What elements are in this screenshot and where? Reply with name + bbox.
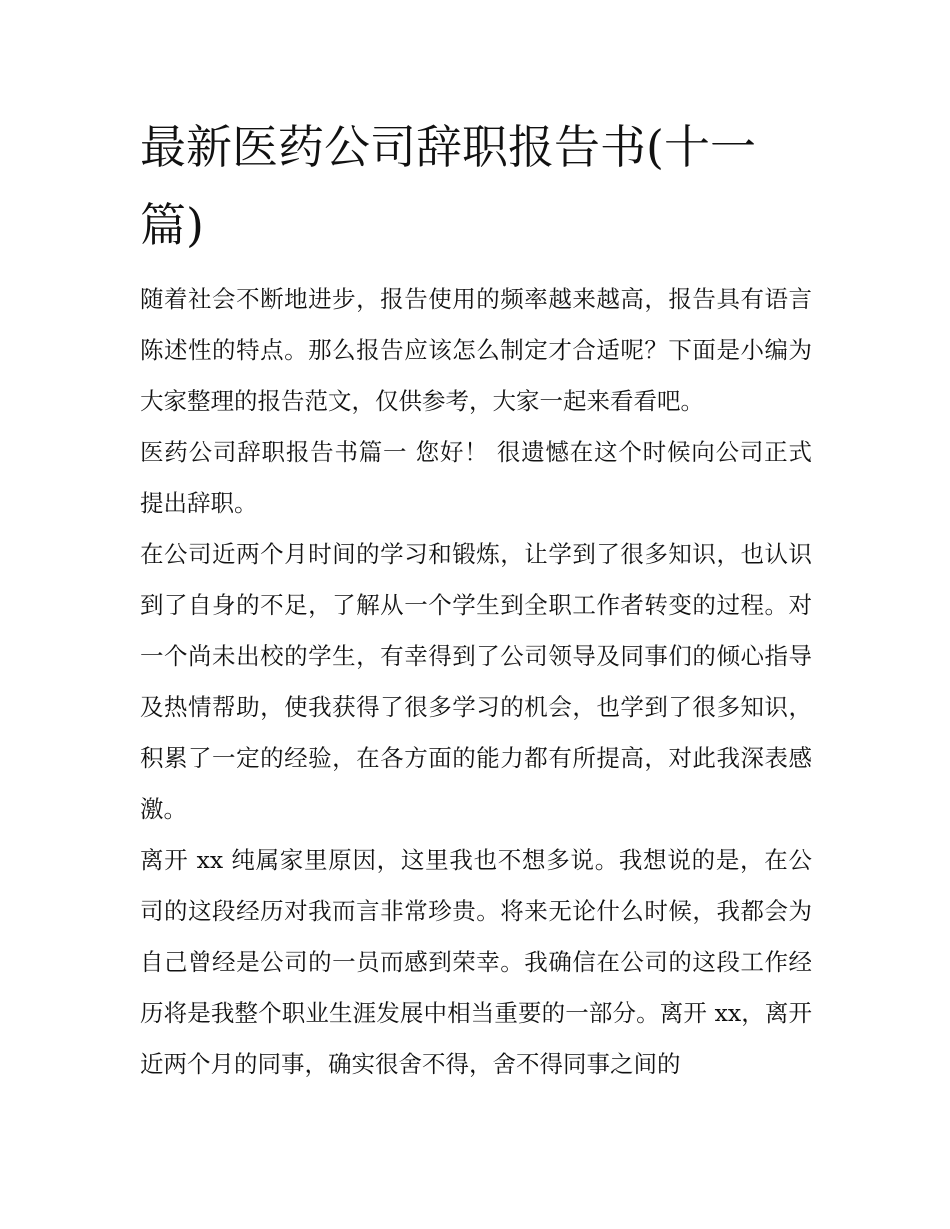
document-body xyxy=(140,108,812,1090)
page-title: 最新医药公司辞职报告书(十一篇) xyxy=(140,120,756,252)
paragraph-letter-opening: 医药公司辞职报告书篇一 您好！ 很遗憾在这个时候向公司正式提出辞职。 xyxy=(140,438,812,517)
paragraph-intro: 随着社会不断地进步，报告使用的频率越来越高，报告具有语言陈述性的特点。那么报告应该怎么制定才合适呢？下面是小编为大家整理的报告范文，仅供参考，大家一起来看看吧。 xyxy=(140,285,812,415)
paragraph-reason: 离开 xx 纯属家里原因，这里我也不想多说。我想说的是，在公司的这段经历对我而言非常珍贵。将来无论什么时候，我都会为自己曾经是公司的一员而感到荣幸。我确信在公司的这段工作经历将是我整个职业生涯发展中相当重要的一部分。离开 xx，离开近两个月的同事，确实很舍不得，舍不得同事之间的 xyxy=(140,846,812,1078)
paragraph-experience: 在公司近两个月时间的学习和锻炼，让学到了很多知识，也认识到了自身的不足，了解从一个学生到全职工作者转变的过程。对一个尚未出校的学生，有幸得到了公司领导及同事们的倾心指导及热情帮助，使我获得了很多学习的机会，也学到了很多知识，积累了一定的经验，在各方面的能力都有所提高，对此我深表感激。 xyxy=(140,540,812,823)
